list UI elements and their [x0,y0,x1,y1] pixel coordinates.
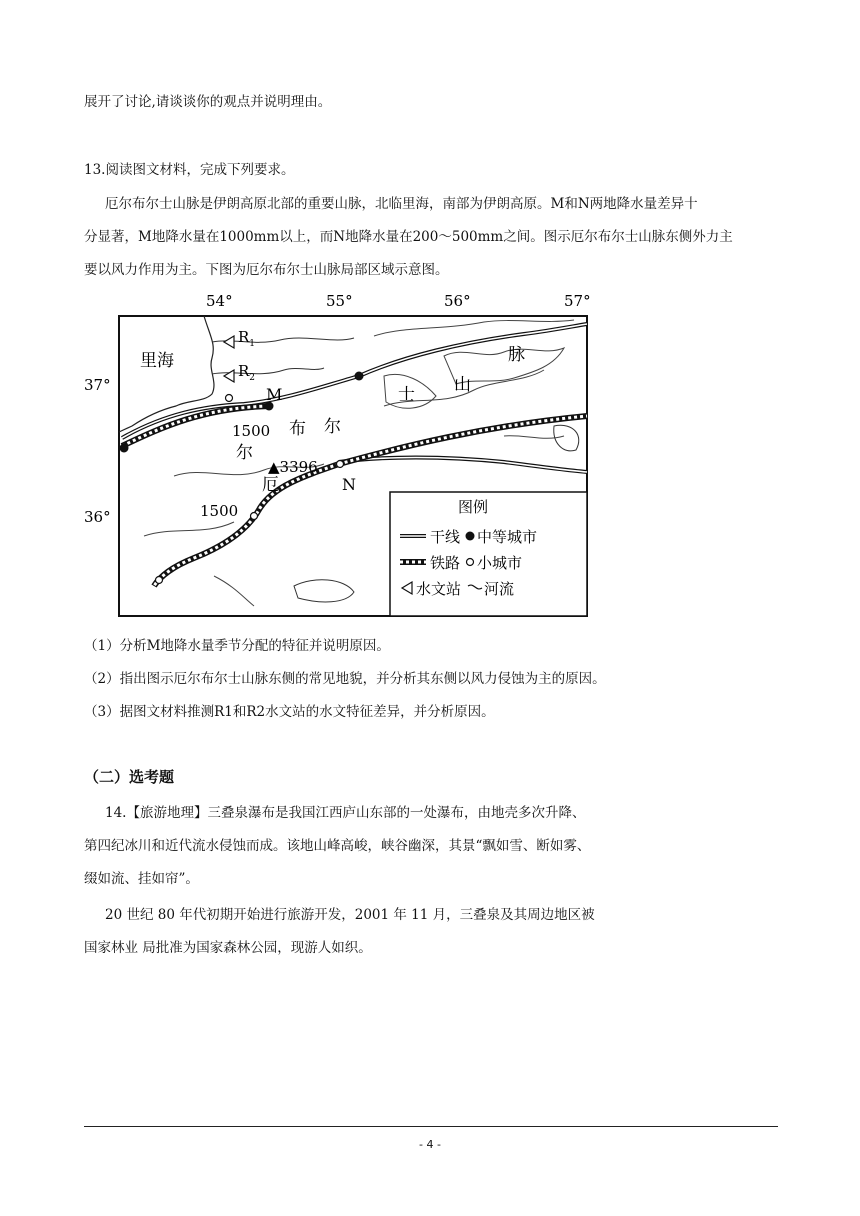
legend-title: 图例 [458,498,489,516]
question-14-text: 14.【旅游地理】三叠泉瀑布是我国江西庐山东部的一处瀑布，由地壳多次升降、 [105,805,586,821]
lat-label: 36° [84,508,111,526]
lon-label: 55° [326,292,353,310]
small-city [251,513,258,520]
question-13-paragraph: 要以风力作用为主。下图为厄尔布尔士山脉局部区域示意图。 [84,262,449,278]
station-r1-label: $R_1$ [238,328,256,349]
sea-label: 里海 [140,351,174,371]
range-char: 厄 [262,475,279,495]
lon-label: 56° [444,292,471,310]
legend-small-city: 小城市 [477,554,523,572]
range-char: 士 [398,385,415,405]
range-char: 山 [454,375,471,395]
medium-city [355,372,364,381]
range-char: 尔 [236,443,253,463]
small-city [226,395,233,402]
point-m-label: M [266,385,283,404]
question-14-text: 第四纪冰川和近代流水侵蚀而成。该地山峰高峻，峡谷幽深，其景“飘如雪、断如雾、 [84,838,591,854]
legend-medium-city: 中等城市 [477,528,538,546]
legend-river: 河流 [484,580,515,598]
lon-label: 57° [564,292,591,310]
question-13-paragraph: 分显著，M地降水量在1000mm以上，而N地降水量在200～500mm之间。图示厄尔布尔士山脉东侧外力主 [84,229,733,245]
contour-label: 1500 [200,502,239,520]
peak-label: ▲3396 [268,458,318,476]
continued-text: 展开了讨论,请谈谈你的观点并说明理由。 [84,94,332,110]
sub-question: （3）据图文材料推测R1和R2水文站的水文特征差异，并分析原因。 [84,704,495,720]
lon-label: 54° [206,292,233,310]
legend-trunk: 干线 [430,528,461,546]
map-legend [390,492,587,616]
station-r2-label: $R_2$ [238,362,256,383]
elburz-map [84,286,614,622]
legend-railway: 铁路 [430,554,461,572]
medium-city [120,444,129,453]
question-14-text: 缀如流、挂如帘”。 [84,871,199,887]
question-13-paragraph: 厄尔布尔士山脉是伊朗高原北部的重要山脉，北临里海，南部为伊朗高原。M和N两地降水量差异十 [105,196,698,212]
small-city [156,577,163,584]
point-n-label: N [342,475,356,494]
sub-question: （2）指出图示厄尔布尔士山脉东侧的常见地貌，并分析其东侧以风力侵蚀为主的原因。 [84,671,606,687]
page-number: - 4 - [419,1138,441,1151]
range-char: 脉 [508,345,525,365]
range-char: 尔 [324,417,341,437]
footer-divider [84,1126,778,1127]
legend-station: 水文站 [416,580,462,598]
question-13-title: 13.阅读图文材料，完成下列要求。 [84,162,295,178]
small-city-n [337,461,344,468]
question-14-text: 国家林业 局批准为国家森林公园，现游人如织。 [84,940,372,956]
lat-label: 37° [84,376,111,394]
question-14-text: 20 世纪 80 年代初期开始进行旅游开发，2001 年 11 月，三叠泉及其周边地区被 [105,907,595,923]
sub-question: （1）分析M地降水量季节分配的特征并说明原因。 [84,638,390,654]
range-char: 布 [289,419,306,439]
section-heading: （二）选考题 [84,768,175,786]
contour-label: 1500 [232,422,271,440]
